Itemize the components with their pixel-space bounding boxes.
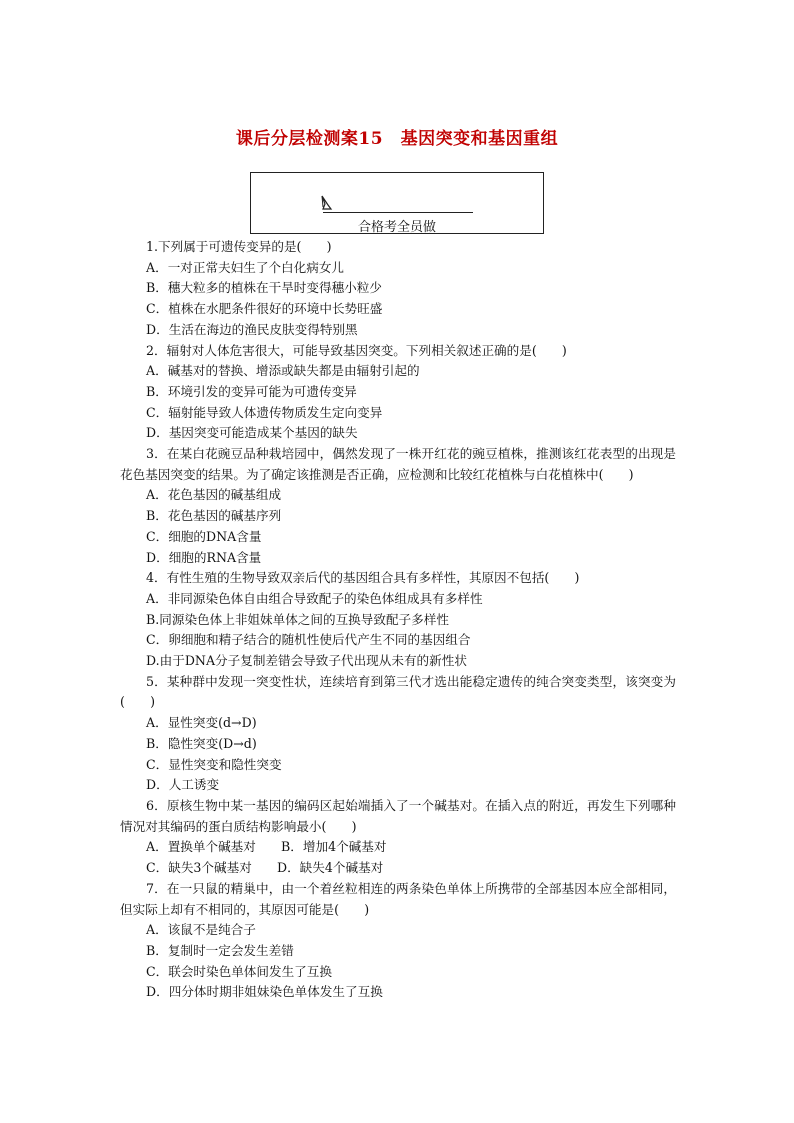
divider-line [323, 212, 473, 213]
option: D．生活在海边的渔民皮肤变得特别黑 [146, 321, 358, 337]
option: C．细胞的DNA含量 [146, 528, 262, 544]
question-stem: 5．某种群中发现一突变性状，连续培育到第三代才选出能稳定遗传的纯合突变类型，该突变为( ) [120, 673, 676, 710]
option: B．花色基因的碱基序列 [146, 508, 282, 524]
option: A．花色基因的碱基组成 [146, 487, 282, 503]
question-stem: 7．在一只鼠的精巢中，由一个着丝粒相连的两条染色单体上所携带的全部基因本应全部相同，但实际上却有不相同的，其原因可能是( ) [120, 880, 676, 917]
option: A．一对正常夫妇生了个白化病女儿 [146, 259, 345, 275]
page-title: 课后分层检测案15 基因突变和基因重组 [235, 129, 559, 149]
box-caption: 合格考全员做 [357, 220, 436, 235]
option: D．细胞的RNA含量 [146, 549, 262, 565]
option: D.由于DNA分子复制差错会导致子代出现从未有的新性状 [146, 653, 467, 669]
option: B．复制时一定会发生差错 [146, 942, 294, 958]
question-stem: 1.下列属于可遗传变异的是( ) [146, 239, 332, 254]
question-list [120, 237, 676, 1003]
question-stem: 3．在某白花豌豆品种栽培园中，偶然发现了一株开红花的豌豆植株，推测该红花表型的出现是花色基因突变的结果。为了确定该推测是否正确，应检测和比较红花植株与白花植株中( ) [120, 446, 676, 482]
pen-icon [319, 195, 333, 213]
option: A．该鼠不是纯合子 [146, 922, 256, 938]
question-stem: 6．原核生物中某一基因的编码区起始端插入了一个碱基对。在插入点的附近，再发生下列哪种情况对其编码的蛋白质结构影响最小( ) [120, 797, 676, 834]
question-stem: 4．有性生殖的生物导致双亲后代的基因组合具有多样性，其原因不包括( ) [146, 570, 580, 586]
option: C．显性突变和隐性突变 [146, 756, 282, 772]
question-stem: 2．辐射对人体危害很大，可能导致基因突变。下列相关叙述正确的是( ) [146, 342, 567, 358]
option: B.同源染色体上非姐妹单体之间的互换导致配子多样性 [146, 611, 449, 627]
option: C．联会时染色单体间发生了互换 [146, 963, 332, 979]
option: B．隐性突变(D→d) [146, 735, 257, 751]
option: A．显性突变(d→D) [146, 715, 257, 731]
section-box [250, 172, 544, 234]
option: C．卵细胞和精子结合的随机性使后代产生不同的基因组合 [146, 632, 471, 648]
option: C．植株在水肥条件很好的环境中长势旺盛 [146, 301, 383, 317]
option: C．缺失3个碱基对 D．缺失4个碱基对 [146, 860, 384, 876]
option: A．非同源染色体自由组合导致配子的染色体组成具有多样性 [146, 590, 483, 606]
option: A．碱基对的替换、增添或缺失都是由辐射引起的 [146, 363, 420, 379]
option: D．人工诱变 [146, 777, 220, 793]
option: B．环境引发的变异可能为可遗传变异 [146, 383, 357, 399]
option: C．辐射能导致人体遗传物质发生定向变异 [146, 404, 383, 420]
option: B．穗大粒多的植株在干旱时变得穗小粒少 [146, 280, 382, 296]
option: D．四分体时期非姐妹染色单体发生了互换 [146, 984, 383, 1000]
option: D．基因突变可能造成某个基因的缺失 [146, 425, 358, 441]
option: A．置换单个碱基对 B．增加4个碱基对 [146, 839, 387, 855]
